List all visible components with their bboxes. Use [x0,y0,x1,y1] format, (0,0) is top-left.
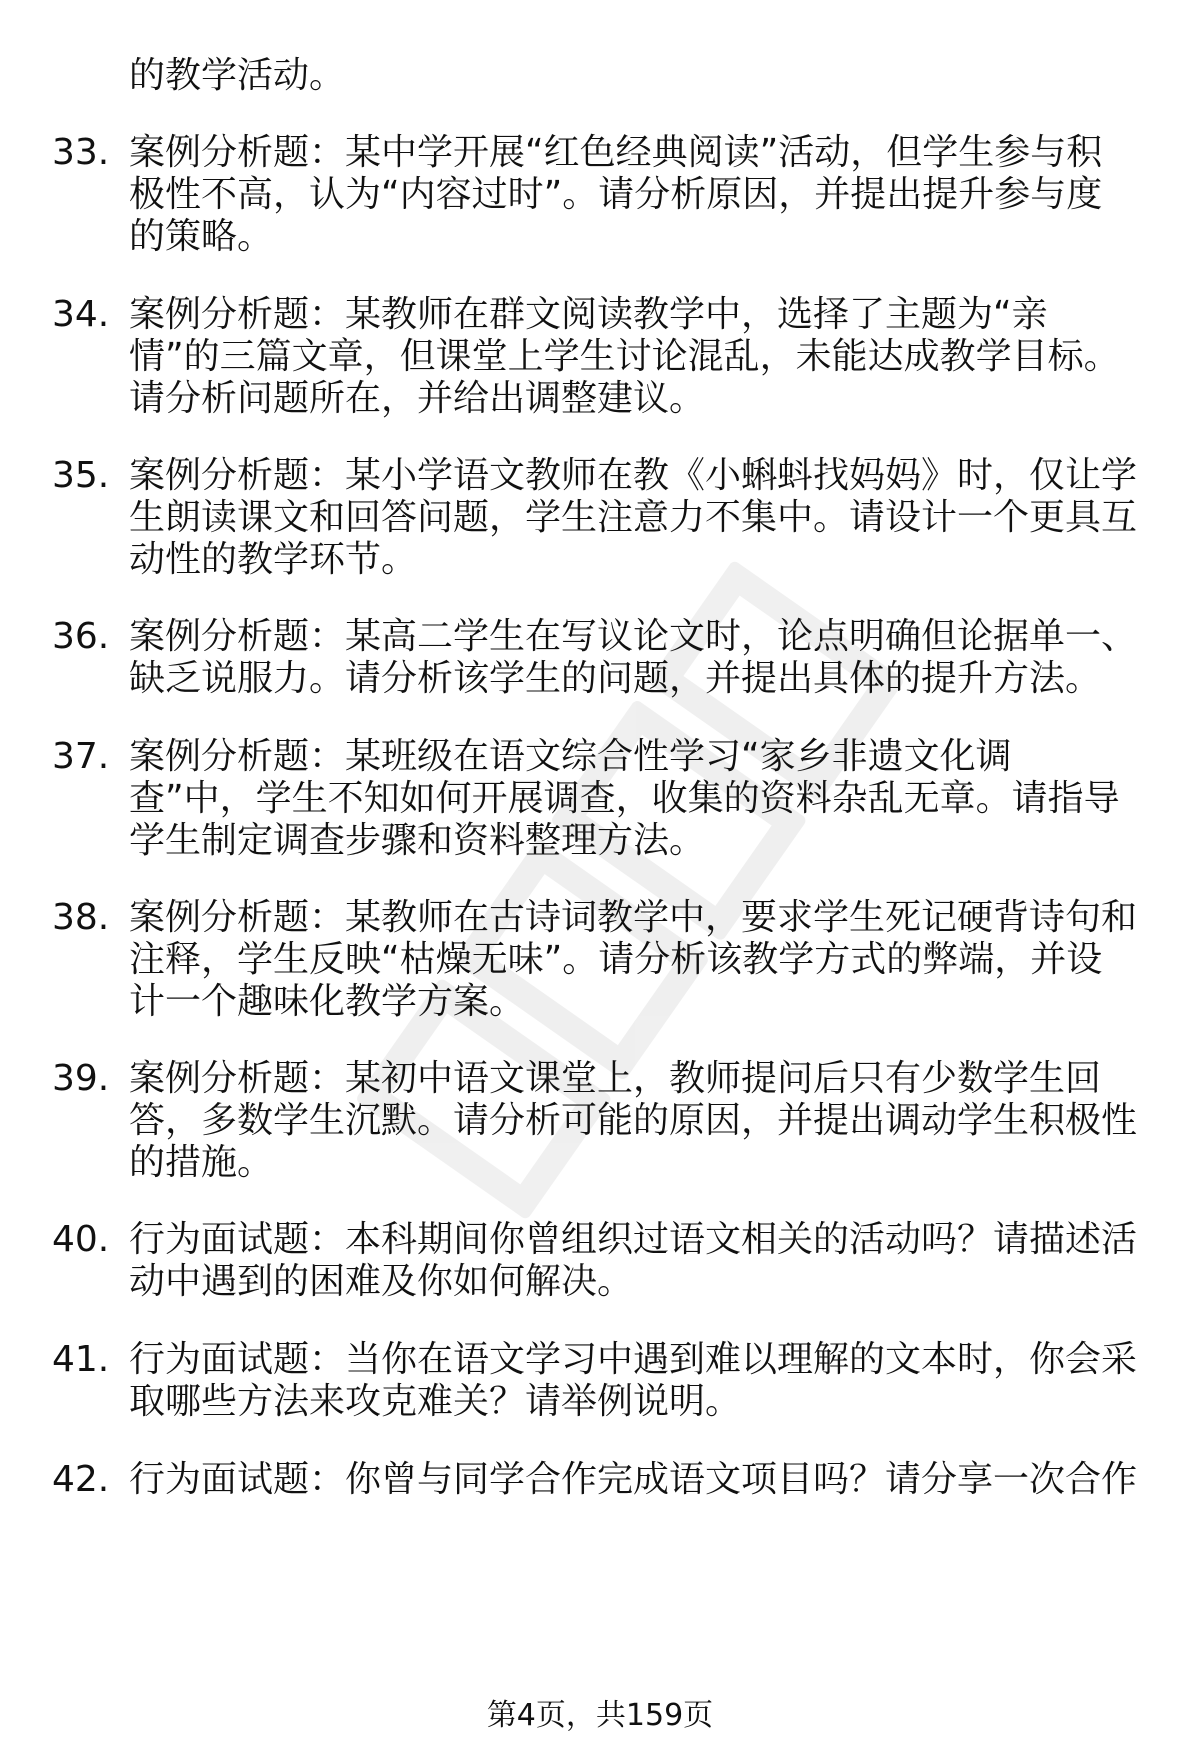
question-number: 34. [52,294,110,335]
question-number: 41. [52,1339,110,1380]
watermark [283,471,978,1308]
lead-in-line: 的教学活动。 [129,55,346,96]
question-line: 注释，学生反映“枯燥无味”。请分析该教学方式的弊端，并设 [129,939,1103,980]
question-line: 情”的三篇文章，但课堂上学生讨论混乱，未能达成教学目标。 [129,336,1120,377]
question-line: 行为面试题：你曾与同学合作完成语文项目吗？请分享一次合作 [129,1459,1138,1500]
question-line: 行为面试题：当你在语文学习中遇到难以理解的文本时，你会采 [129,1339,1138,1380]
question-number: 36. [52,616,110,657]
question-line: 案例分析题：某教师在古诗词教学中，要求学生死记硬背诗句和 [129,897,1138,938]
question-line: 案例分析题：某初中语文课堂上，教师提问后只有少数学生回 [129,1058,1102,1099]
question-line: 案例分析题：某班级在语文综合性学习“家乡非遗文化调 [129,736,1012,777]
question-line: 的策略。 [129,216,274,257]
question-line: 案例分析题：某教师在群文阅读教学中，选择了主题为“亲 [129,294,1048,335]
question-line: 极性不高，认为“内容过时”。请分析原因，并提出提升参与度 [129,174,1103,215]
question-line: 动性的教学环节。 [129,539,418,580]
question-number: 37. [52,736,110,777]
question-line: 案例分析题：某小学语文教师在教《小蝌蚪找妈妈》时，仅让学 [129,455,1138,496]
question-line: 请分析问题所在，并给出调整建议。 [129,378,706,419]
question-line: 学生制定调查步骤和资料整理方法。 [129,820,706,861]
question-line: 行为面试题：本科期间你曾组织过语文相关的活动吗？请描述活 [129,1219,1138,1260]
question-number: 38. [52,897,110,938]
question-line: 案例分析题：某中学开展“红色经典阅读”活动，但学生参与积 [129,132,1103,173]
question-number: 40. [52,1219,110,1260]
question-line: 缺乏说服力。请分析该学生的问题，并提出具体的提升方法。 [129,658,1102,699]
page-footer: 第4页，共159页 [486,1698,714,1733]
question-line: 动中遇到的困难及你如何解决。 [129,1261,634,1302]
question-line: 查”中，学生不知如何开展调查，收集的资料杂乱无章。请指导 [129,778,1120,819]
question-number: 33. [52,132,110,173]
question-line: 案例分析题：某高二学生在写议论文时，论点明确但论据单一、 [129,616,1138,657]
question-line: 计一个趣味化教学方案。 [129,981,526,1022]
question-number: 35. [52,455,110,496]
question-line: 生朗读课文和回答问题，学生注意力不集中。请设计一个更具互 [129,497,1138,538]
question-number: 39. [52,1058,110,1099]
question-line: 的措施。 [129,1142,274,1183]
question-number: 42. [52,1459,110,1500]
question-line: 答，多数学生沉默。请分析可能的原因，并提出调动学生积极性 [129,1100,1138,1141]
question-line: 取哪些方法来攻克难关？请举例说明。 [129,1381,742,1422]
